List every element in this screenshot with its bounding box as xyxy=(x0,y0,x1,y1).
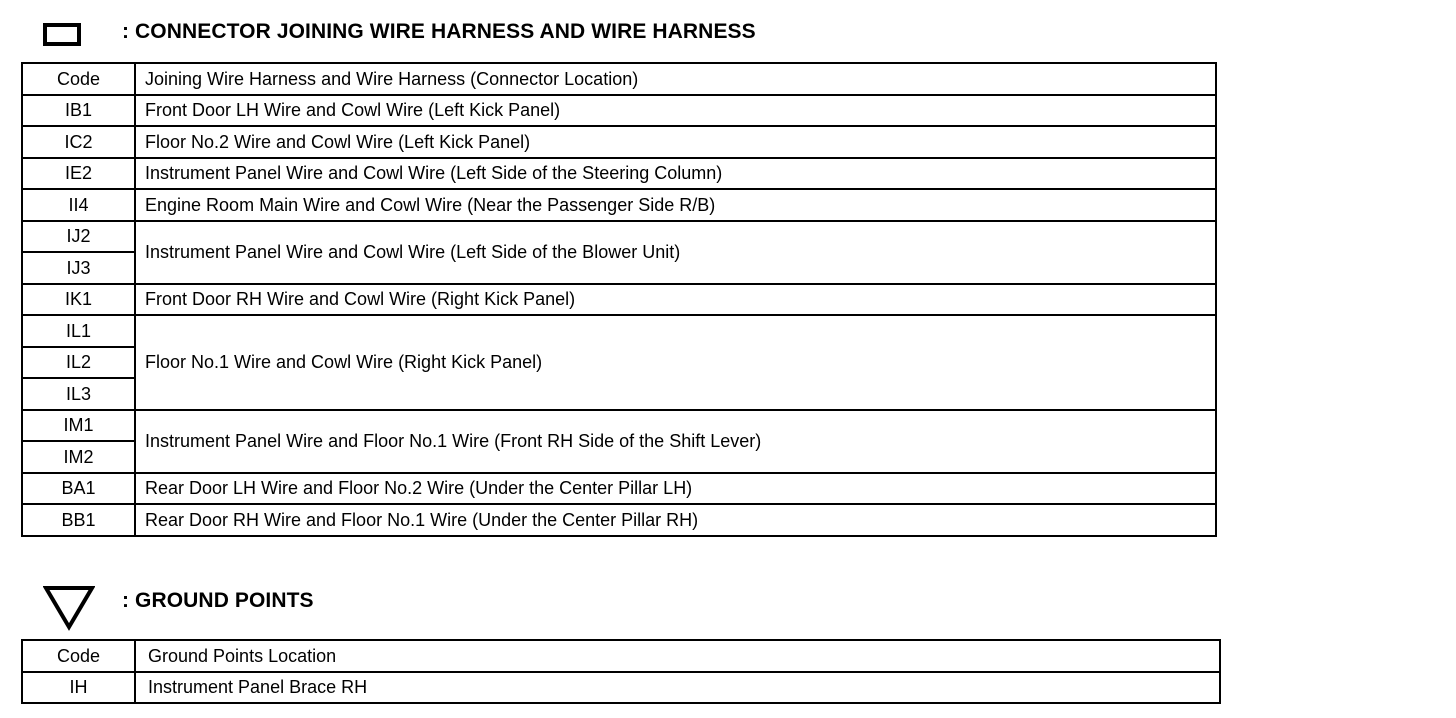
connector-section-heading xyxy=(0,18,1300,58)
location-column-header: Ground Points Location xyxy=(135,640,1220,672)
location-description: Instrument Panel Wire and Cowl Wire (Left Side of the Blower Unit) xyxy=(135,221,1216,284)
table-row xyxy=(22,221,1216,253)
square-connector-icon xyxy=(43,23,81,46)
connector-code: IM1 xyxy=(22,410,135,442)
table-row xyxy=(22,410,1216,442)
ground-section-title: : GROUND POINTS xyxy=(122,589,314,612)
connector-code: IC2 xyxy=(22,126,135,158)
connector-code: IH xyxy=(22,672,135,704)
connector-code: IL3 xyxy=(22,378,135,410)
table-row xyxy=(22,126,1216,158)
location-description: Engine Room Main Wire and Cowl Wire (Near the Passenger Side R/B) xyxy=(135,189,1216,221)
table-row xyxy=(22,284,1216,316)
location-description: Front Door RH Wire and Cowl Wire (Right Kick Panel) xyxy=(135,284,1216,316)
connector-code: IB1 xyxy=(22,95,135,127)
connector-code: IJ3 xyxy=(22,252,135,284)
ground-table xyxy=(21,639,1221,704)
connector-code: IL1 xyxy=(22,315,135,347)
triangle-ground-icon xyxy=(43,585,95,631)
location-description: Instrument Panel Wire and Cowl Wire (Left Side of the Steering Column) xyxy=(135,158,1216,190)
connector-code: IL2 xyxy=(22,347,135,379)
code-column-header: Code xyxy=(22,63,135,95)
connector-code: IJ2 xyxy=(22,221,135,253)
connector-table-body xyxy=(22,63,1216,536)
table-row xyxy=(22,95,1216,127)
location-description: Instrument Panel Wire and Floor No.1 Wire (Front RH Side of the Shift Lever) xyxy=(135,410,1216,473)
connector-table xyxy=(21,62,1217,537)
table-row xyxy=(22,473,1216,505)
table-row xyxy=(22,189,1216,221)
location-description: Floor No.1 Wire and Cowl Wire (Right Kick Panel) xyxy=(135,315,1216,410)
connector-code: BB1 xyxy=(22,504,135,536)
location-description: Instrument Panel Brace RH xyxy=(135,672,1220,704)
table-header-row xyxy=(22,640,1220,672)
ground-section-heading xyxy=(0,588,1300,628)
table-row xyxy=(22,504,1216,536)
table-header-row xyxy=(22,63,1216,95)
location-description: Floor No.2 Wire and Cowl Wire (Left Kick Panel) xyxy=(135,126,1216,158)
table-row xyxy=(22,672,1220,704)
table-row xyxy=(22,158,1216,190)
connector-code: BA1 xyxy=(22,473,135,505)
connector-code: IM2 xyxy=(22,441,135,473)
connector-code: IE2 xyxy=(22,158,135,190)
location-description: Rear Door LH Wire and Floor No.2 Wire (Under the Center Pillar LH) xyxy=(135,473,1216,505)
location-column-header: Joining Wire Harness and Wire Harness (Connector Location) xyxy=(135,63,1216,95)
location-description: Front Door LH Wire and Cowl Wire (Left Kick Panel) xyxy=(135,95,1216,127)
table-row xyxy=(22,315,1216,347)
location-description: Rear Door RH Wire and Floor No.1 Wire (Under the Center Pillar RH) xyxy=(135,504,1216,536)
connector-code: IK1 xyxy=(22,284,135,316)
connector-section-title: : CONNECTOR JOINING WIRE HARNESS AND WIRE HARNESS xyxy=(122,20,756,43)
code-column-header: Code xyxy=(22,640,135,672)
ground-table-body xyxy=(22,640,1220,703)
connector-code: II4 xyxy=(22,189,135,221)
